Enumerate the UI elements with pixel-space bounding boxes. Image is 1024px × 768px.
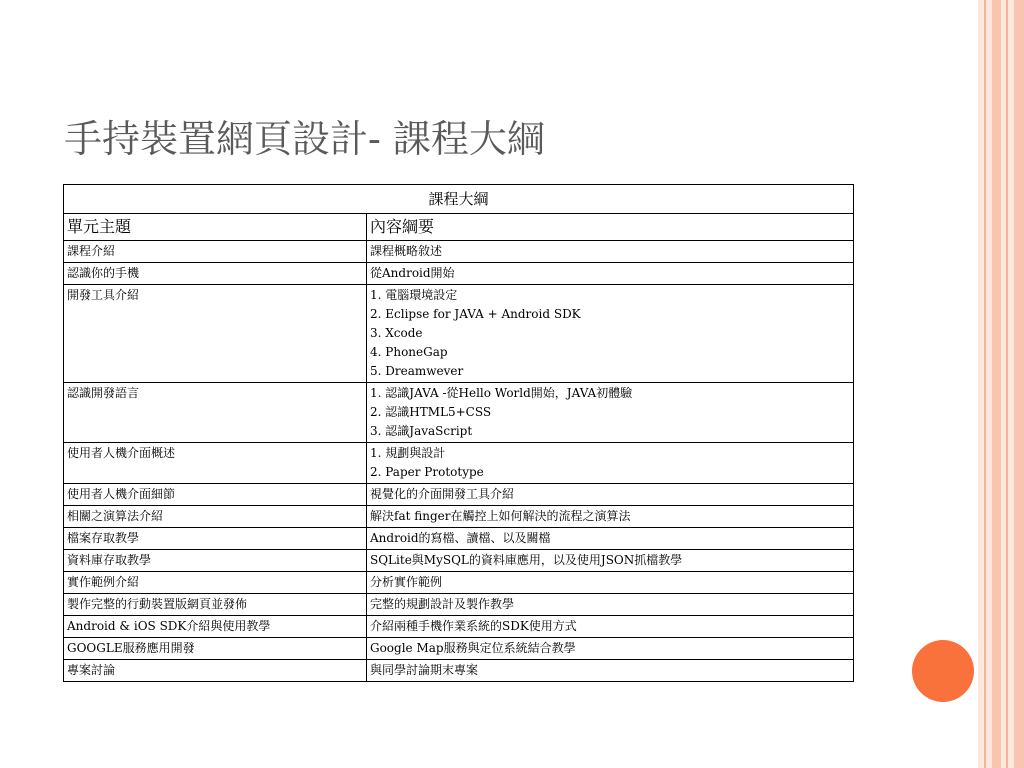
header-content: 內容綱要 (367, 214, 854, 241)
content-line: 1. 電腦環境設定 (370, 288, 458, 302)
content-cell (367, 660, 854, 682)
decorative-circle (912, 640, 974, 702)
topic-cell: 開發工具介紹 (64, 285, 367, 383)
topic-cell: 使用者人機介面概述 (64, 443, 367, 484)
table-row (64, 285, 854, 383)
slide-title: 手持裝置網頁設計- 課程大綱 (64, 117, 545, 161)
content-cell (367, 506, 854, 528)
table-caption-row (64, 185, 854, 214)
topic-cell: 認識你的手機 (64, 263, 367, 285)
topic-cell: 資料庫存取教學 (64, 550, 367, 572)
content-line: Google Map服務與定位系統結合教學 (370, 641, 576, 655)
table-row (64, 443, 854, 484)
content-line: 5. Dreamwever (370, 364, 464, 378)
topic-cell: 專案討論 (64, 660, 367, 682)
content-cell (367, 638, 854, 660)
content-line: SQLite與MySQL的資料庫應用，以及使用JSON抓檔教學 (370, 553, 683, 567)
content-line: 2. Eclipse for JAVA + Android SDK (370, 307, 581, 321)
content-line: 1. 認識JAVA -從Hello World開始，JAVA初體驗 (370, 386, 633, 400)
table-row (64, 263, 854, 285)
topic-cell: 課程介紹 (64, 241, 367, 263)
table-row (64, 383, 854, 443)
table-row (64, 660, 854, 682)
topic-cell: 使用者人機介面細節 (64, 484, 367, 506)
content-line: 2. 認識HTML5+CSS (370, 405, 492, 419)
content-cell (367, 572, 854, 594)
table-row (64, 528, 854, 550)
content-cell (367, 594, 854, 616)
topic-cell: 相關之演算法介紹 (64, 506, 367, 528)
content-line: 2. Paper Prototype (370, 465, 484, 479)
content-cell (367, 383, 854, 443)
content-cell (367, 484, 854, 506)
content-cell (367, 285, 854, 383)
table-row (64, 572, 854, 594)
content-line: 分析實作範例 (370, 575, 443, 589)
table-row (64, 484, 854, 506)
header-topic: 單元主題 (64, 214, 367, 241)
table-row (64, 550, 854, 572)
topic-cell: 製作完整的行動裝置版網頁並發佈 (64, 594, 367, 616)
content-line: 課程概略敘述 (370, 244, 443, 258)
content-cell (367, 443, 854, 484)
topic-cell: GOOGLE服務應用開發 (64, 638, 367, 660)
content-line: 與同學討論期末專案 (370, 663, 479, 677)
table-row (64, 506, 854, 528)
table-caption: 課程大綱 (64, 185, 854, 214)
table-row (64, 616, 854, 638)
table-row (64, 241, 854, 263)
content-line: 介紹兩種手機作業系統的SDK使用方式 (370, 619, 577, 633)
content-cell (367, 241, 854, 263)
content-cell (367, 263, 854, 285)
decorative-stripe (984, 0, 986, 768)
content-cell (367, 528, 854, 550)
decorative-stripe (992, 0, 1001, 768)
topic-cell: 檔案存取教學 (64, 528, 367, 550)
content-line: 4. PhoneGap (370, 345, 448, 359)
syllabus-table (63, 184, 854, 682)
content-line: 1. 規劃與設計 (370, 446, 446, 460)
content-line: 解決fat finger在觸控上如何解決的流程之演算法 (370, 509, 631, 523)
decorative-stripe (1014, 0, 1024, 768)
content-line: Android的寫檔、讀檔、以及關檔 (370, 531, 551, 545)
content-line: 完整的規劃設計及製作教學 (370, 597, 515, 611)
content-line: 3. Xcode (370, 326, 423, 340)
content-line: 3. 認識JavaScript (370, 424, 473, 438)
table-header-row (64, 214, 854, 241)
content-cell (367, 550, 854, 572)
topic-cell: 實作範例介紹 (64, 572, 367, 594)
table-row (64, 638, 854, 660)
content-cell (367, 616, 854, 638)
decorative-stripe (1006, 0, 1008, 768)
table-row (64, 594, 854, 616)
topic-cell: 認識開發語言 (64, 383, 367, 443)
topic-cell: Android & iOS SDK介紹與使用教學 (64, 616, 367, 638)
content-line: 視覺化的介面開發工具介紹 (370, 487, 515, 501)
content-line: 從Android開始 (370, 266, 455, 280)
